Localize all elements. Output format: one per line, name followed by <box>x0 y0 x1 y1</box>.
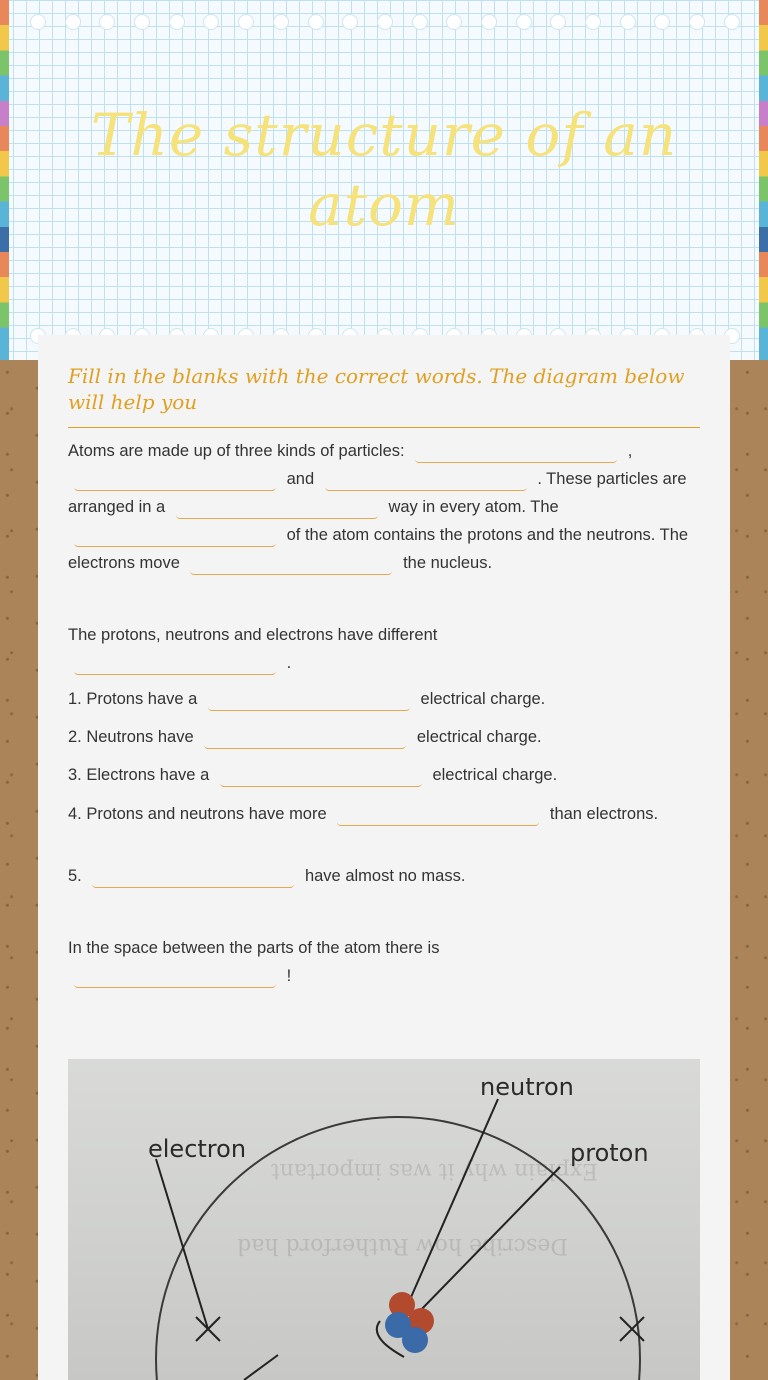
blank-item-4[interactable] <box>337 803 539 826</box>
item-4-text: 4. Protons and neutrons have more <box>68 805 327 823</box>
blank-arrangement[interactable] <box>176 496 378 519</box>
p1-text-6: the nucleus. <box>403 554 493 572</box>
atom-diagram <box>68 1059 700 1380</box>
nucleus <box>385 1292 434 1353</box>
item-2 <box>68 725 700 749</box>
blank-item-2[interactable] <box>204 726 406 749</box>
item-5 <box>68 864 700 888</box>
binder-holes-top <box>30 14 740 30</box>
item-5-text: 5. <box>68 867 82 885</box>
atom-diagram-photo <box>68 1059 700 1380</box>
item-4 <box>68 801 700 828</box>
blank-item-3[interactable] <box>220 764 422 787</box>
blank-particle-1[interactable] <box>415 440 617 463</box>
label-neutron: neutron <box>480 1073 574 1101</box>
color-stripe-left <box>0 0 9 360</box>
paragraph-space <box>68 934 700 990</box>
color-stripe-right <box>759 0 768 360</box>
p1-text-4: way in every atom. The <box>388 498 559 516</box>
item-1 <box>68 687 700 711</box>
p1-text-2: and <box>286 470 315 488</box>
blank-item-5[interactable] <box>92 865 294 888</box>
svg-text:Describe how Rutherford had: Describe how Rutherford had <box>237 1233 568 1258</box>
label-electron: electron <box>148 1135 247 1163</box>
blank-space[interactable] <box>74 965 276 988</box>
blank-electron-movement[interactable] <box>190 552 392 575</box>
electron-pointer <box>156 1159 208 1329</box>
p1-text-5: of the atom contains the protons and the neutrons. The electrons move <box>68 526 689 572</box>
item-2-post: electrical charge. <box>416 728 542 746</box>
item-3-post: electrical charge. <box>432 766 558 784</box>
label-proton: proton <box>570 1139 649 1167</box>
blank-item-1[interactable] <box>208 688 410 711</box>
item-5-post: have almost no mass. <box>304 867 466 885</box>
instructions-heading: Fill in the blanks with the correct words. The diagram below will help you <box>68 363 700 428</box>
item-3 <box>68 763 700 787</box>
p2-text-1: The protons, neutrons and electrons have different <box>68 626 438 644</box>
item-1-post: electrical charge. <box>420 690 546 708</box>
p1-comma: , <box>627 442 633 460</box>
item-3-text: 3. Electrons have a <box>68 766 210 784</box>
page-title: The structure of an atom <box>90 101 678 239</box>
p2-text-2: . <box>286 654 292 672</box>
worksheet-card <box>38 335 730 1380</box>
item-1-text: 1. Protons have a <box>68 690 198 708</box>
paragraph-particles <box>68 437 700 577</box>
p1-text-1: Atoms are made up of three kinds of particles: <box>68 442 405 460</box>
svg-text:Explain why it was important: Explain why it was important <box>270 1158 598 1183</box>
blank-particle-2[interactable] <box>74 468 276 491</box>
p1-text-3: . These particles are arranged in a <box>68 470 687 516</box>
p3-text-1: In the space between the parts of the atom there is <box>68 939 440 957</box>
blank-nucleus[interactable] <box>74 524 276 547</box>
p3-text-2: ! <box>286 967 292 985</box>
graph-paper-header <box>0 0 768 360</box>
blank-properties[interactable] <box>74 652 276 675</box>
paragraph-properties <box>68 621 700 677</box>
item-4-post: than electrons. <box>549 805 659 823</box>
blank-particle-3[interactable] <box>325 468 527 491</box>
item-2-text: 2. Neutrons have <box>68 728 194 746</box>
neutron-pointer <box>408 1099 498 1304</box>
